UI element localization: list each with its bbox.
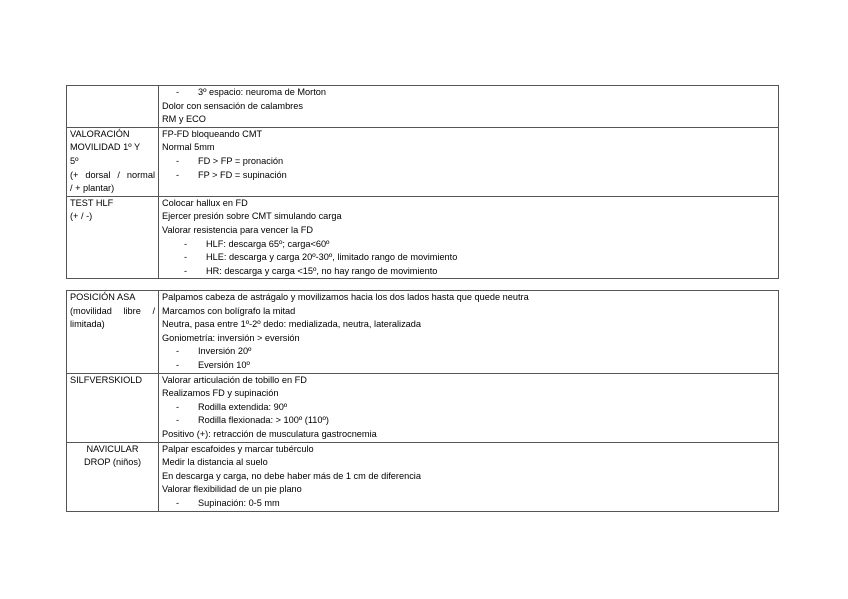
content-line: [162, 197, 775, 211]
line-text: Marcamos con bolígrafo la mitad: [162, 305, 296, 316]
content-line: [162, 332, 775, 346]
line-text: Eversión 10º: [198, 359, 250, 370]
row-label-line: MOVILIDAD 1º Y: [70, 142, 141, 153]
content-line: [162, 100, 775, 114]
content-line: [162, 387, 775, 401]
row-content: [159, 86, 779, 128]
line-text: Ejercer presión sobre CMT simulando carga: [162, 211, 342, 222]
row-content: [159, 127, 779, 196]
bullet-dash: -: [176, 346, 180, 357]
content-line: [162, 141, 775, 155]
bullet-dash: -: [176, 415, 180, 426]
content-line: [162, 374, 775, 388]
content-line: [162, 428, 775, 442]
row-content: [159, 373, 779, 442]
bullet-dash: -: [176, 359, 180, 370]
row-label-line: TEST HLF: [70, 197, 114, 208]
content-line: [162, 291, 775, 305]
line-text: Supinación: 0-5 mm: [198, 497, 280, 508]
bullet-dash: -: [176, 169, 180, 180]
line-text: FD > FP = pronación: [198, 155, 284, 166]
table-row: [67, 196, 779, 279]
row-label-line: SILFVERSKIOLD: [70, 374, 142, 385]
row-label: [67, 127, 159, 196]
content-line: [162, 456, 775, 470]
bullet-item: [162, 401, 775, 415]
content-line: [162, 318, 775, 332]
line-text: Positivo (+): retracción de musculatura gastrocnemia: [162, 428, 377, 439]
row-label-line: (movilidad libre /: [70, 305, 155, 316]
row-label: [67, 373, 159, 442]
assessment-table-1: [66, 85, 779, 279]
row-label: [67, 86, 159, 128]
table-row: [67, 442, 779, 511]
line-text: Goniometría: inversión > eversión: [162, 332, 300, 343]
bullet-item: [162, 155, 775, 169]
line-text: Medir la distancia al suelo: [162, 457, 268, 468]
line-text: HR: descarga y carga <15º, no hay rango de movimiento: [206, 265, 438, 276]
row-label: [67, 291, 159, 374]
table-row: [67, 127, 779, 196]
line-text: Normal 5mm: [162, 142, 215, 153]
bullet-dash: -: [184, 252, 188, 263]
content-line: [162, 210, 775, 224]
bullet-item: [162, 86, 775, 100]
bullet-dash: -: [176, 497, 180, 508]
line-text: HLF: descarga 65º; carga<60º: [206, 238, 330, 249]
row-label: [67, 442, 159, 511]
row-label-line: (+ dorsal / normal: [70, 169, 155, 180]
line-text: Dolor con sensación de calambres: [162, 100, 303, 111]
content-line: [162, 224, 775, 238]
line-text: Inversión 20º: [198, 346, 252, 357]
row-label-line: / + plantar): [70, 183, 115, 194]
bullet-item: [162, 265, 775, 279]
row-label-line: POSICIÓN ASA: [70, 292, 136, 302]
line-text: Colocar hallux en FD: [162, 197, 248, 208]
bullet-dash: -: [184, 265, 188, 276]
line-text: RM y ECO: [162, 114, 206, 125]
bullet-item: [162, 345, 775, 359]
row-label: [67, 196, 159, 279]
row-label-line: VALORACIÓN: [70, 128, 130, 139]
line-text: Neutra, pasa entre 1º-2º dedo: medializada, neutra, lateralizada: [162, 319, 422, 330]
line-text: Palpamos cabeza de astrágalo y movilizamos hacia los dos lados hasta que quede neutra: [162, 292, 529, 302]
row-label-line: (+ / -): [70, 211, 93, 222]
content-line: [162, 443, 775, 457]
content-line: [162, 128, 775, 142]
table-row: [67, 86, 779, 128]
line-text: HLE: descarga y carga 20º-30º, limitado rango de movimiento: [206, 252, 458, 263]
bullet-dash: -: [176, 87, 180, 97]
line-text: Rodilla flexionada: > 100º (110º): [198, 415, 329, 426]
line-text: Realizamos FD y supinación: [162, 388, 279, 399]
bullet-item: [162, 238, 775, 252]
line-text: En descarga y carga, no debe haber más de 1 cm de diferencia: [162, 470, 421, 481]
bullet-item: [162, 251, 775, 265]
line-text: Palpar escafoides y marcar tubérculo: [162, 443, 314, 454]
row-content: [159, 442, 779, 511]
bullet-item: [162, 414, 775, 428]
bullet-dash: -: [184, 238, 188, 249]
bullet-item: [162, 169, 775, 183]
content-line: [162, 113, 775, 127]
row-content: [159, 196, 779, 279]
row-label-line: limitada): [70, 319, 105, 330]
table-row: [67, 373, 779, 442]
bullet-item: [162, 359, 775, 373]
line-text: 3º espacio: neuroma de Morton: [198, 87, 326, 97]
bullet-item: [162, 497, 775, 511]
row-label-line: 5º: [70, 155, 79, 166]
line-text: Valorar resistencia para vencer la FD: [162, 224, 313, 235]
content-line: [162, 470, 775, 484]
assessment-table-2: [66, 290, 779, 512]
table-row: [67, 291, 779, 374]
bullet-dash: -: [176, 155, 180, 166]
content-line: [162, 305, 775, 319]
row-label-line: NAVICULAR: [86, 443, 139, 454]
line-text: Valorar flexibilidad de un pie plano: [162, 484, 302, 495]
line-text: FP > FD = supinación: [198, 169, 287, 180]
row-label-line: DROP (niños): [83, 457, 141, 468]
bullet-dash: -: [176, 401, 180, 412]
line-text: Valorar articulación de tobillo en FD: [162, 374, 307, 385]
line-text: Rodilla extendida: 90º: [198, 401, 288, 412]
row-content: [159, 291, 779, 374]
content-line: [162, 483, 775, 497]
line-text: FP-FD bloqueando CMT: [162, 128, 263, 139]
